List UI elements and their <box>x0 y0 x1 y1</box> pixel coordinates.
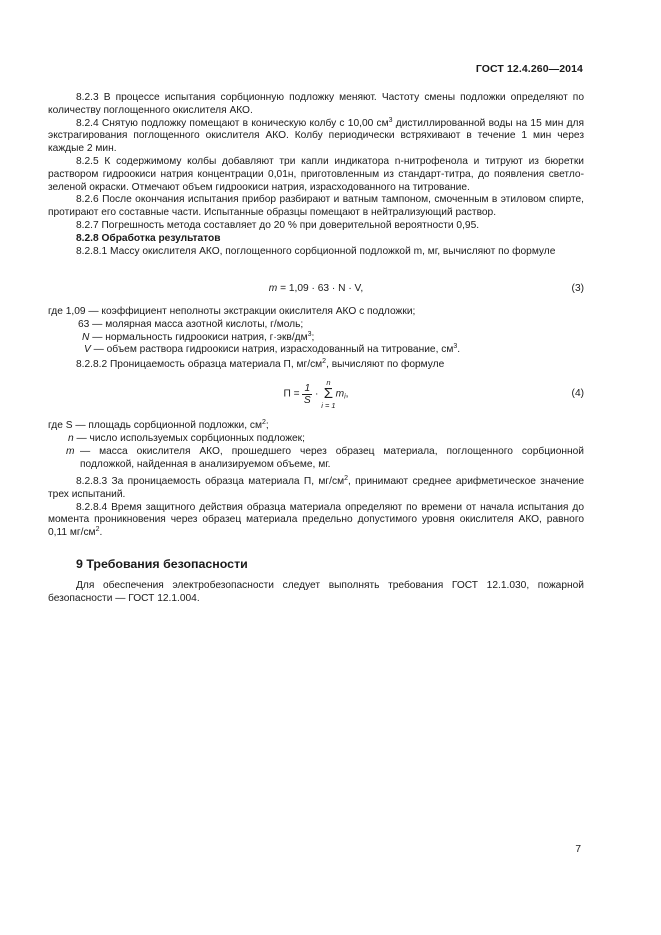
paragraph-8-2-8-2-block <box>48 359 584 372</box>
formula-3-rhs: = 1,09 · 63 · N · V, <box>280 283 364 294</box>
def-symbol: N <box>82 331 90 343</box>
def-row: V — объем раствора гидроокиси натрия, израсходованный на титрование, $см^3$. <box>84 343 461 356</box>
superscript: 2 <box>95 526 100 534</box>
body-text <box>48 92 584 258</box>
summation <box>321 378 335 410</box>
section-9-body <box>48 580 584 606</box>
def-text: — число используемых сорбционных подложек; <box>73 432 305 444</box>
superscript: 2 <box>344 475 348 482</box>
def-text: — масса окислителя АКО, прошедшего через образец материала, поглощенного сорбционной подложкой, найденная в анализируемом объеме, мг. <box>80 446 584 470</box>
paragraph-8-2-5: 8.2.5 К содержимому колбы добавляют три капли индикатора n-нитрофенола и титруют из бюретки раствором гидроокиси натрия концентрации 0,01н, приготовленным из стандарт-титра, до появления светло-зеленой окраски. Отмечают объем гидроокиси натрия, израсходованного на титрование. <box>48 155 584 193</box>
multiply-dot: · <box>314 388 319 400</box>
heading-8-2-8: 8.2.8 Обработка результатов <box>76 232 221 244</box>
paragraph-8-2-8-4 <box>48 502 584 540</box>
fraction <box>302 383 312 406</box>
def-text: — нормальность гидроокиси натрия, г·экв/дм <box>89 331 308 343</box>
def-text: — коэффициент неполноты экстракции окислителя АКО с подложки; <box>85 306 416 317</box>
section-9-text: Для обеспечения электробезопасности следует выполнять требования ГОСТ 12.1.030, пожарной безопасности — ГОСТ 12.1.004. <box>48 580 584 604</box>
superscript: 3 <box>307 330 312 338</box>
def-symbol: V <box>84 344 91 356</box>
superscript: 3 <box>453 343 458 351</box>
paragraph-8-2-8-3 <box>48 476 584 502</box>
paragraph-8-2-8-3-end: , принимают среднее арифметическое значение трех испытаний. <box>48 476 584 500</box>
paragraph-8-2-8-2-end: , вычисляют по формуле <box>326 359 445 370</box>
paragraph-8-2-8-2-start: 8.2.8.2 Проницаемость образца материала П, мг/см <box>76 359 323 370</box>
superscript: 3 <box>388 116 393 124</box>
def-symbol <box>48 420 73 431</box>
def-row-m <box>66 446 584 472</box>
def-row <box>48 433 305 446</box>
paragraph-8-2-7: 8.2.7 Погрешность метода составляет до 20 % при доверительной вероятности 0,95. <box>76 219 480 231</box>
paragraph-8-2-4-start: 8.2.4 Снятую подложку помещают в коническую колбу с 10,00 см <box>76 117 389 129</box>
formula-4 <box>48 376 584 416</box>
fraction-numerator: 1 <box>304 382 311 394</box>
paragraph-8-2-8-4-start: 8.2.8.4 Время защитного действия образца материала определяют по времени от начала испытания до момента проникновения через образец материала предельно допустимого уровня окислителя АКО, равного 0,11 мг/см <box>48 501 584 539</box>
formula-4-number: (4) <box>571 388 584 399</box>
sum-upper-limit: n <box>326 378 331 387</box>
formula-4-tail: , <box>345 388 349 400</box>
superscript: 2 <box>261 419 266 426</box>
def-symbol-text: где S <box>48 420 73 431</box>
def-row <box>48 306 460 319</box>
formula-3 <box>48 283 584 297</box>
superscript: 2 <box>322 358 327 365</box>
def-text: — объем раствора гидроокиси натрия, израсходованный на титрование, см <box>90 344 454 356</box>
fraction-denominator: S <box>303 394 311 406</box>
sum-term-index: i <box>344 393 346 401</box>
def-row <box>48 319 460 332</box>
paragraph-8-2-8-4-end: . <box>99 527 103 539</box>
page-number: 7 <box>575 844 581 855</box>
section-9-title: 9 Требования безопасности <box>76 557 248 571</box>
paragraph-8-2-8-3-start: 8.2.8.3 За проницаемость образца материала П, мг/см <box>76 476 345 487</box>
def-row: где S — площадь сорбционной подложки, $см^2$; <box>48 419 269 431</box>
def-row: N — нормальность гидроокиси натрия, $г\cdot экв/дм^3$; <box>82 330 315 343</box>
def-symbol: 63 <box>78 318 90 330</box>
formula-4-lhs: П = <box>283 388 300 400</box>
formula-3-lhs: m <box>268 283 278 294</box>
paragraph-8-2-8-1: 8.2.8.1 Массу окислителя АКО, поглощенного сорбционной подложкой m, мг, вычисляют по формуле <box>76 245 556 257</box>
paragraph-8-2-6: 8.2.6 После окончания испытания прибор разбирают и ватным тампоном, смоченным в этиловом спирте, протирают его составные части. Испытанные образцы помещают в нейтрализующий раствор. <box>48 194 584 219</box>
sum-sign: Σ <box>323 385 334 402</box>
formula-3-definitions <box>48 306 460 357</box>
formula-3-number: (3) <box>571 283 584 294</box>
def-symbol: n <box>68 432 74 444</box>
paragraph-8-2-8-2 <box>48 359 584 372</box>
sum-term: m <box>335 388 345 400</box>
paragraph-8-2-4 <box>48 118 584 156</box>
paragraph-8-2-4-end: дистиллированной воды на 15 мин для экстрагирования поглощенного окислителя АКО. Колбу периодически встряхивают в течение 1 мин через каждые 2 мин. <box>48 117 585 155</box>
def-symbol: m <box>66 446 75 457</box>
paragraph-8-2-3: 8.2.3 В процессе испытания сорбционную подложку меняют. Частоту смены подложки определяют по количеству поглощенного окислителя АКО. <box>48 92 584 116</box>
def-text: — молярная масса азотной кислоты, г/моль; <box>89 318 304 330</box>
def-text: — площадь сорбционной подложки, см <box>72 420 262 431</box>
paragraphs-8-2-8-3-4 <box>48 476 584 540</box>
document-header: ГОСТ 12.4.260—2014 <box>475 63 583 75</box>
sum-lower-limit: i = 1 <box>321 401 336 410</box>
formula-4-definitions <box>48 420 305 446</box>
def-symbol: где 1,09 <box>48 306 86 317</box>
